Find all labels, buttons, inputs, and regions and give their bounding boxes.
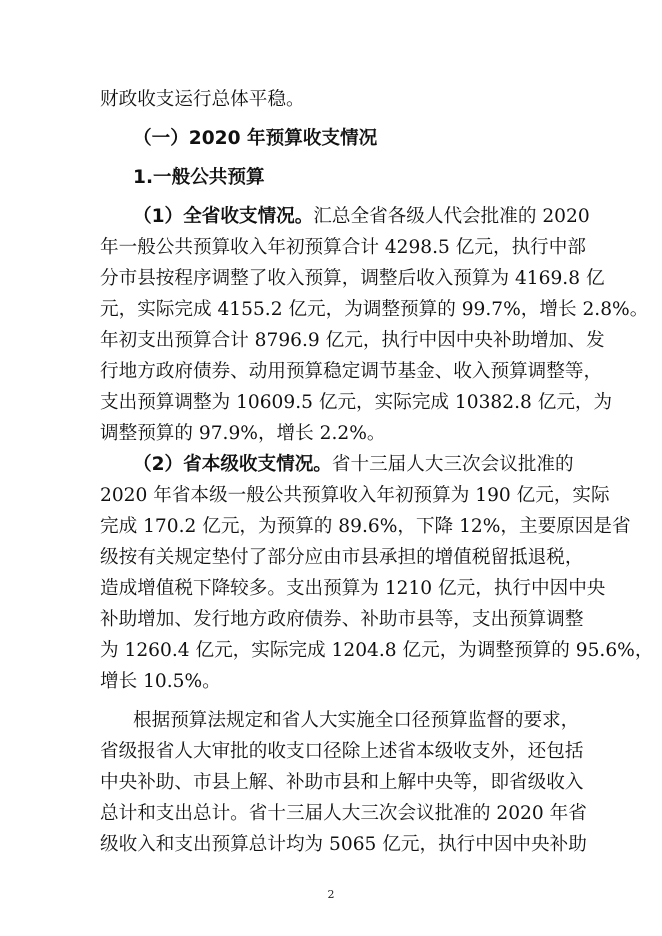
paragraph-line: 支出预算调整为 10609.5 亿元，实际完成 10382.8 亿元，为 <box>100 392 613 413</box>
paragraph-line: 级按有关规定垫付了部分应由市县承担的增值税留抵退税， <box>100 547 584 568</box>
section-heading: （一）2020 年预算收支情况 <box>133 128 378 149</box>
subsection-heading: 1.一般公共预算 <box>133 167 265 188</box>
paragraph-line: 财政收支运行总体平稳。 <box>100 89 305 110</box>
paragraph-line: 2020 年省本级一般公共预算收入年初预算为 190 亿元，实际 <box>100 485 610 506</box>
paragraph-line: 增长 10.5%。 <box>100 671 221 692</box>
inline-heading-provincial-level: （2）省本级收支情况。 <box>133 454 332 475</box>
paragraph-line: 行地方政府债券、动用预算稳定调节基金、收入预算调整等， <box>100 361 603 382</box>
paragraph-line: 调整预算的 97.9%，增长 2.2%。 <box>100 423 386 444</box>
paragraph-line <box>133 205 590 229</box>
paragraph-line: 造成增值税下降较多。支出预算为 1210 亿元，执行中因中央 <box>100 578 606 599</box>
paragraph-line: 补助增加、发行地方政府债券、补助市县等，支出预算调整 <box>100 609 584 630</box>
paragraph-text: 汇总全省各级人代会批准的 2020 <box>313 206 590 227</box>
page-number: 2 <box>327 888 335 901</box>
paragraph-line: 元，实际完成 4155.2 亿元，为调整预算的 99.7%，增长 2.8%。 <box>100 299 649 320</box>
paragraph-line: 年一般公共预算收入年初预算合计 4298.5 亿元，执行中部 <box>100 237 586 258</box>
paragraph-line: 根据预算法规定和省人大实施全口径预算监督的要求， <box>133 710 580 731</box>
paragraph-line <box>133 453 574 477</box>
paragraph-line: 中央补助、市县上解、补助市县和上解中央等，即省级收入 <box>100 772 584 793</box>
paragraph-line: 为 1260.4 亿元，实际完成 1204.8 亿元，为调整预算的 95.6%， <box>100 640 654 661</box>
paragraph-line: 分市县按程序调整了收入预算，调整后收入预算为 4169.8 亿 <box>100 268 605 289</box>
paragraph-line: 完成 170.2 亿元，为预算的 89.6%，下降 12%，主要原因是省 <box>100 516 631 537</box>
inline-heading-province: （1）全省收支情况。 <box>133 206 314 227</box>
paragraph-text: 省十三届人大三次会议批准的 <box>331 454 574 475</box>
paragraph-line: 年初支出预算合计 8796.9 亿元，执行中因中央补助增加、发 <box>100 330 605 351</box>
paragraph-line: 总计和支出总计。省十三届人大三次会议批准的 2020 年省 <box>100 803 587 824</box>
paragraph-line: 级收入和支出预算总计均为 5065 亿元，执行中因中央补助 <box>100 834 587 855</box>
paragraph-line: 省级报省人大审批的收支口径除上述省本级收支外，还包括 <box>100 741 584 762</box>
